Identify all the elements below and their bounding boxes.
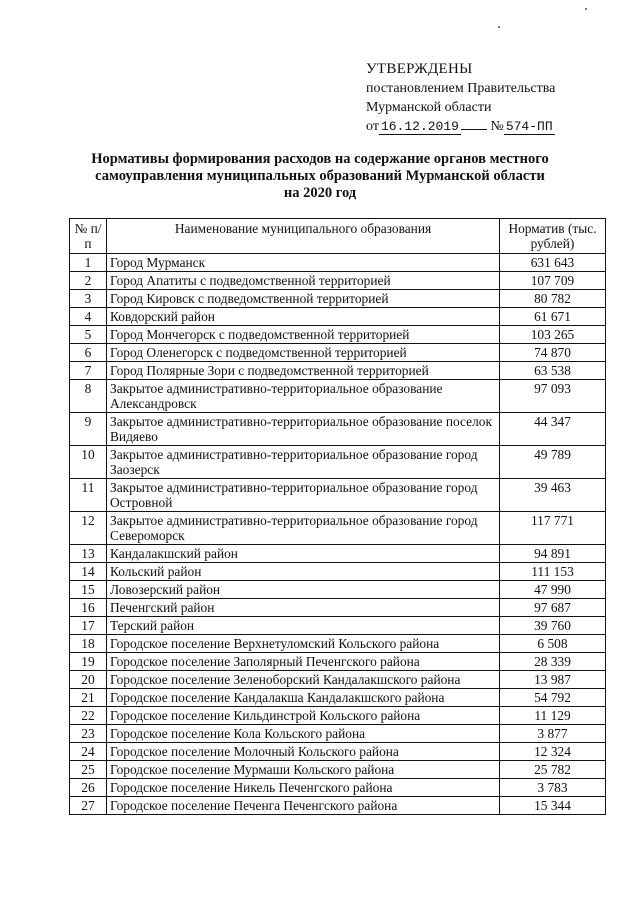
row-number: 5 xyxy=(70,326,107,344)
date-prefix: от xyxy=(366,119,379,134)
row-value: 97 093 xyxy=(500,380,606,413)
table-row xyxy=(70,326,606,344)
row-number: 15 xyxy=(70,581,107,599)
header-num: № п/п xyxy=(70,219,107,254)
approval-line-1: постановлением Правительства xyxy=(366,81,556,96)
row-value: 6 508 xyxy=(500,635,606,653)
row-number: 6 xyxy=(70,344,107,362)
row-value: 25 782 xyxy=(500,761,606,779)
row-name: Терский район xyxy=(107,617,500,635)
date-underline xyxy=(461,128,487,130)
row-name: Городское поселение Кандалакша Кандалакшского района xyxy=(107,689,500,707)
row-value: 15 344 xyxy=(500,797,606,815)
row-value: 94 891 xyxy=(500,545,606,563)
row-name: Печенгский район xyxy=(107,599,500,617)
row-name: Город Апатиты с подведомственной территорией xyxy=(107,272,500,290)
row-name: Закрытое административно-территориальное образование город Заозерск xyxy=(107,446,500,479)
number-prefix: № xyxy=(490,119,504,134)
row-number: 8 xyxy=(70,380,107,413)
row-value: 80 782 xyxy=(500,290,606,308)
row-value: 39 463 xyxy=(500,479,606,512)
row-number: 7 xyxy=(70,362,107,380)
approval-line-2: Мурманской области xyxy=(366,100,492,115)
row-number: 21 xyxy=(70,689,107,707)
row-number: 11 xyxy=(70,479,107,512)
row-name: Городское поселение Верхнетуломский Кольского района xyxy=(107,635,500,653)
row-name: Городское поселение Кильдинстрой Кольского района xyxy=(107,707,500,725)
row-number: 17 xyxy=(70,617,107,635)
table-row xyxy=(70,446,606,479)
row-number: 12 xyxy=(70,512,107,545)
row-value: 631 643 xyxy=(500,254,606,272)
row-name: Городское поселение Печенга Печенгского района xyxy=(107,797,500,815)
row-value: 39 760 xyxy=(500,617,606,635)
row-value: 107 709 xyxy=(500,272,606,290)
row-number: 3 xyxy=(70,290,107,308)
table-row xyxy=(70,413,606,446)
row-number: 1 xyxy=(70,254,107,272)
row-number: 26 xyxy=(70,779,107,797)
normatives-table xyxy=(69,218,606,815)
row-name: Городское поселение Кола Кольского района xyxy=(107,725,500,743)
row-value: 3 783 xyxy=(500,779,606,797)
header-name: Наименование муниципального образования xyxy=(107,219,500,254)
row-value: 54 792 xyxy=(500,689,606,707)
row-number: 2 xyxy=(70,272,107,290)
row-number: 4 xyxy=(70,308,107,326)
table-row xyxy=(70,725,606,743)
row-name: Кандалакшский район xyxy=(107,545,500,563)
title-line-1: Нормативы формирования расходов на содержание органов местного xyxy=(91,151,549,167)
row-name: Город Мончегорск с подведомственной территорией xyxy=(107,326,500,344)
header-value: Норматив (тыс. рублей) xyxy=(500,219,606,254)
document-title xyxy=(60,151,580,202)
table-row xyxy=(70,671,606,689)
row-name: Город Полярные Зори с подведомственной территорией xyxy=(107,362,500,380)
row-name: Закрытое административно-территориальное образование Александровск xyxy=(107,380,500,413)
row-value: 61 671 xyxy=(500,308,606,326)
row-number: 16 xyxy=(70,599,107,617)
table-row xyxy=(70,689,606,707)
row-number: 14 xyxy=(70,563,107,581)
table-row xyxy=(70,308,606,326)
table-row xyxy=(70,344,606,362)
row-value: 103 265 xyxy=(500,326,606,344)
table-row xyxy=(70,254,606,272)
row-number: 25 xyxy=(70,761,107,779)
scan-speck xyxy=(585,8,587,10)
row-value: 44 347 xyxy=(500,413,606,446)
table-row xyxy=(70,779,606,797)
table-row xyxy=(70,743,606,761)
row-number: 18 xyxy=(70,635,107,653)
approval-block xyxy=(366,60,626,136)
table-row xyxy=(70,653,606,671)
row-value: 111 153 xyxy=(500,563,606,581)
row-name: Городское поселение Заполярный Печенгского района xyxy=(107,653,500,671)
title-line-2: самоуправления муниципальных образований Мурманской области xyxy=(95,168,545,184)
row-number: 9 xyxy=(70,413,107,446)
table-header-row xyxy=(70,219,606,254)
row-number: 20 xyxy=(70,671,107,689)
row-number: 24 xyxy=(70,743,107,761)
approval-heading: УТВЕРЖДЕНЫ xyxy=(366,61,473,77)
table-row xyxy=(70,545,606,563)
row-value: 12 324 xyxy=(500,743,606,761)
row-name: Город Мурманск xyxy=(107,254,500,272)
table-row xyxy=(70,380,606,413)
table-row xyxy=(70,617,606,635)
row-value: 3 877 xyxy=(500,725,606,743)
row-number: 10 xyxy=(70,446,107,479)
row-value: 63 538 xyxy=(500,362,606,380)
table-row xyxy=(70,635,606,653)
row-name: Закрытое административно-территориальное образование поселок Видяево xyxy=(107,413,500,446)
table-row xyxy=(70,563,606,581)
row-value: 49 789 xyxy=(500,446,606,479)
row-name: Закрытое административно-территориальное образование город Островной xyxy=(107,479,500,512)
scan-speck xyxy=(498,26,500,28)
row-name: Город Оленегорск с подведомственной территорией xyxy=(107,344,500,362)
row-value: 74 870 xyxy=(500,344,606,362)
row-name: Кольский район xyxy=(107,563,500,581)
row-number: 13 xyxy=(70,545,107,563)
table-row xyxy=(70,362,606,380)
approval-date-line xyxy=(366,117,626,136)
approval-number: 574-ПП xyxy=(505,119,553,134)
row-number: 27 xyxy=(70,797,107,815)
row-name: Закрытое административно-территориальное образование город Североморск xyxy=(107,512,500,545)
table-row xyxy=(70,581,606,599)
row-number: 22 xyxy=(70,707,107,725)
row-value: 47 990 xyxy=(500,581,606,599)
row-value: 117 771 xyxy=(500,512,606,545)
table-row xyxy=(70,512,606,545)
table-row xyxy=(70,479,606,512)
row-number: 23 xyxy=(70,725,107,743)
row-name: Городское поселение Никель Печенгского района xyxy=(107,779,500,797)
row-name: Ковдорский район xyxy=(107,308,500,326)
row-value: 28 339 xyxy=(500,653,606,671)
row-name: Город Кировск с подведомственной территорией xyxy=(107,290,500,308)
row-name: Городское поселение Молочный Кольского района xyxy=(107,743,500,761)
title-line-3: на 2020 год xyxy=(283,185,357,201)
table-row xyxy=(70,599,606,617)
row-name: Городское поселение Мурмаши Кольского района xyxy=(107,761,500,779)
row-number: 19 xyxy=(70,653,107,671)
table-row xyxy=(70,290,606,308)
table-row xyxy=(70,797,606,815)
row-value: 11 129 xyxy=(500,707,606,725)
row-name: Ловозерский район xyxy=(107,581,500,599)
table-row xyxy=(70,761,606,779)
table-row xyxy=(70,272,606,290)
row-name: Городское поселение Зеленоборский Кандалакшского района xyxy=(107,671,500,689)
row-value: 97 687 xyxy=(500,599,606,617)
table-row xyxy=(70,707,606,725)
approval-date: 16.12.2019 xyxy=(380,119,459,134)
row-value: 13 987 xyxy=(500,671,606,689)
